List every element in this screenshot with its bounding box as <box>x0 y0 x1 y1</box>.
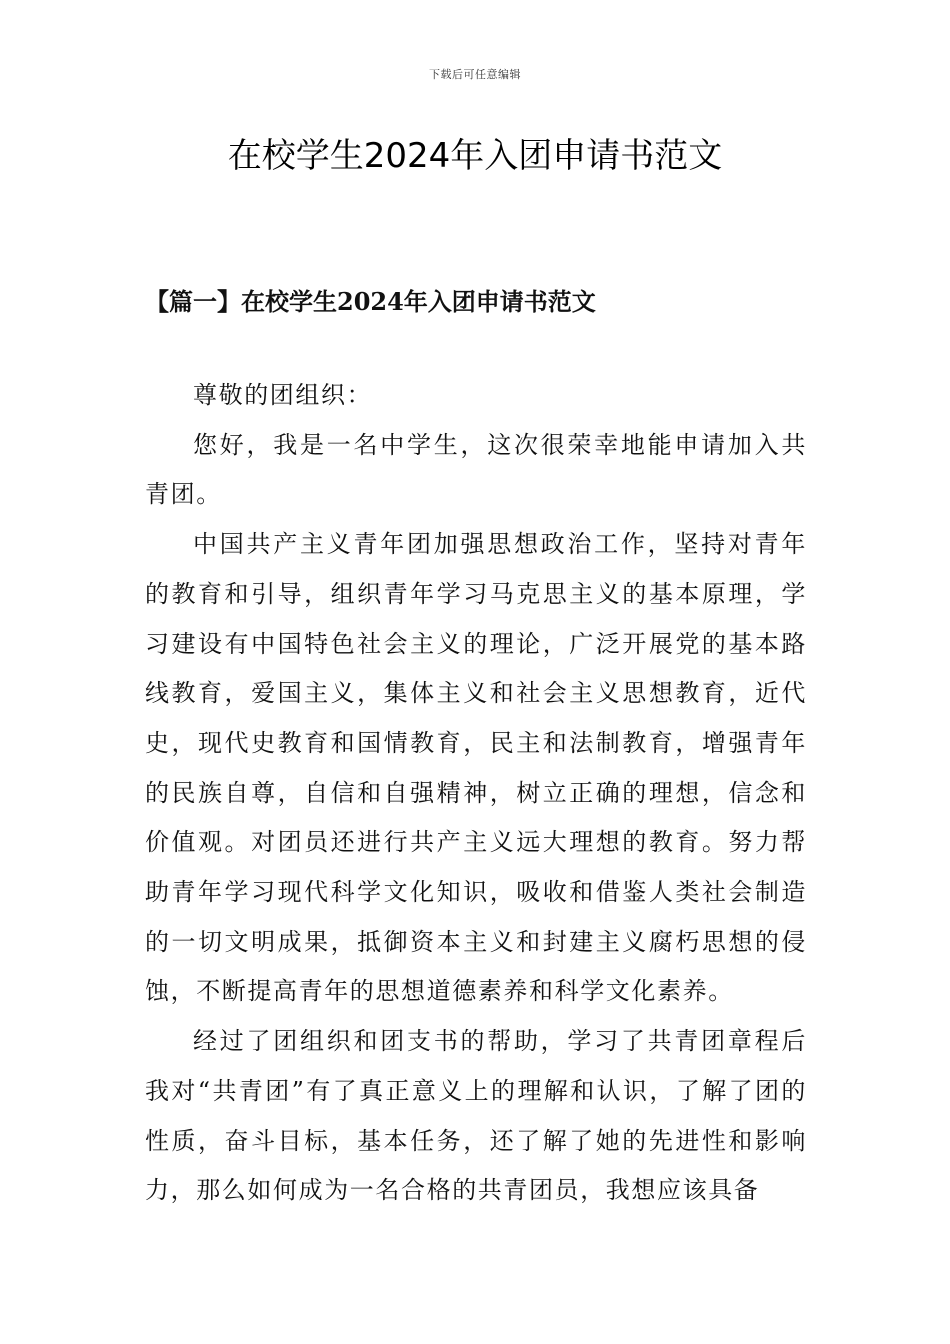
body-text <box>145 371 807 1216</box>
paragraph-salutation: 尊敬的团组织： <box>193 381 373 409</box>
header-note: 下载后可任意编辑 <box>429 68 521 81</box>
paragraph-greeting: 您好，我是一名中学生，这次很荣幸地能申请加入共青团。 <box>145 430 807 509</box>
paragraph-understanding: 经过了团组织和团支书的帮助，学习了共青团章程后我对“共青团”有了真正意义上的理解和认识，了解了团的性质，奋斗目标，基本任务，还了解了她的先进性和影响力，那么如何成为一名合格的共青团员，我想应该具备 <box>145 1027 807 1205</box>
paragraph-league-description: 中国共产主义青年团加强思想政治工作，坚持对青年的教育和引导，组织青年学习马克思主义的基本原理，学习建设有中国特色社会主义的理论，广泛开展党的基本路线教育，爱国主义，集体主义和社会主义思想教育，近代史，现代史教育和国情教育，民主和法制教育，增强青年的民族自尊，自信和自强精神，树立正确的理想，信念和价值观。对团员还进行共产主义远大理想的教育。努力帮助青年学习现代科学文化知识，吸收和借鉴人类社会制造的一切文明成果，抵御资本主义和封建主义腐朽思想的侵蚀，不断提高青年的思想道德素养和科学文化素养。 <box>145 530 807 1006</box>
document-title: 在校学生2024年入团申请书范文 <box>227 136 723 176</box>
section-heading: 【篇一】在校学生2024年入团申请书范文 <box>145 287 596 316</box>
